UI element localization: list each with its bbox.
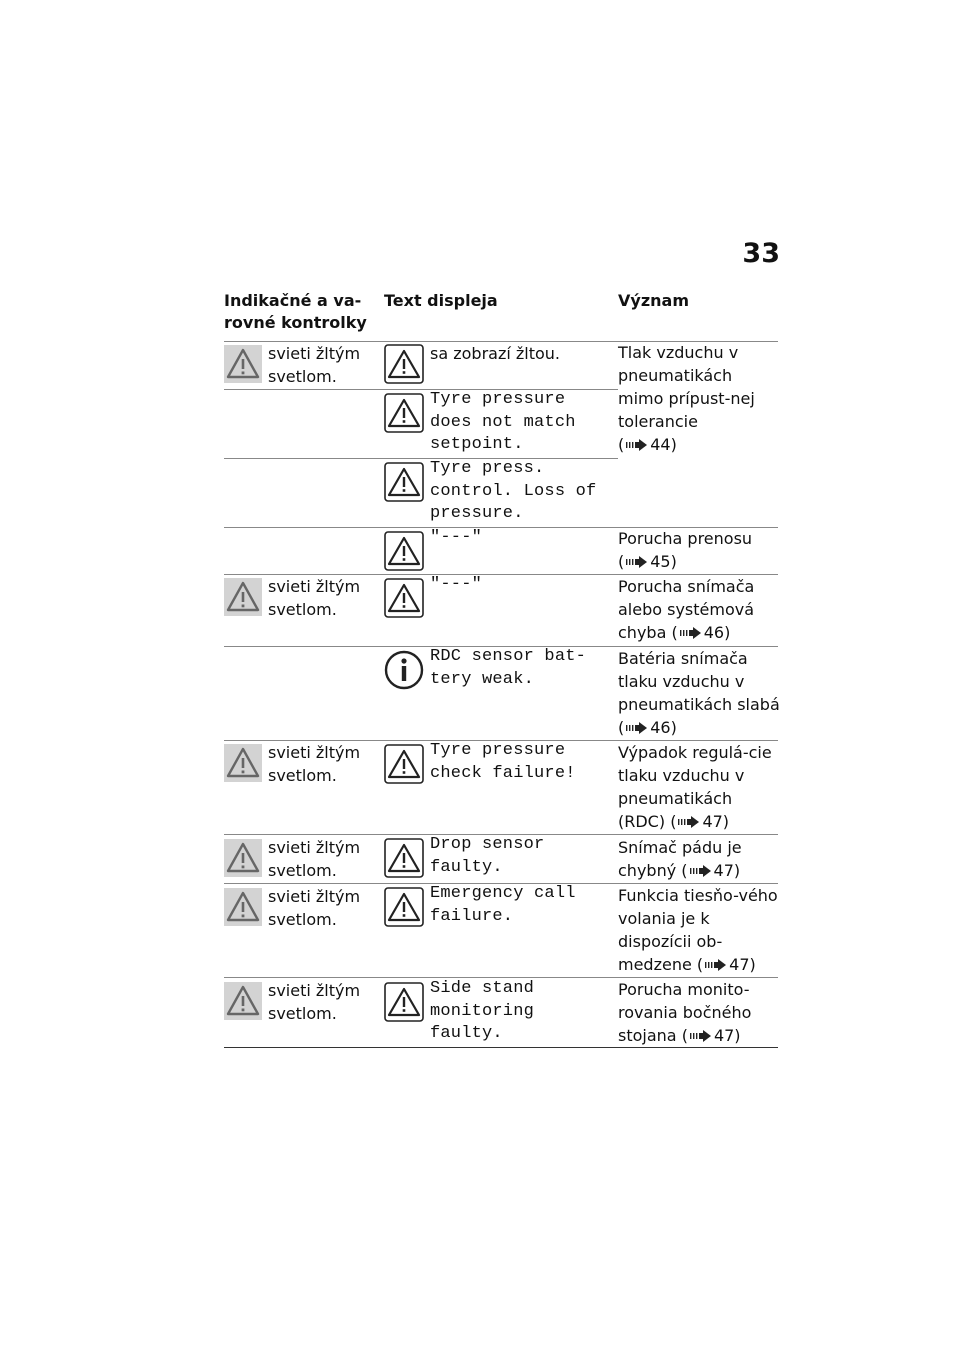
indicator-text: svieti žltým svetlom. xyxy=(268,887,361,929)
meaning-text xyxy=(618,647,780,739)
warning-indicator-icon xyxy=(224,839,262,877)
page-reference[interactable]: ( 46) xyxy=(618,718,677,737)
reference-arrow-icon xyxy=(680,627,702,639)
warning-indicator-icon xyxy=(224,744,262,782)
reference-page: 47 xyxy=(713,861,734,880)
display-text: RDC sensor bat-tery weak. xyxy=(430,647,587,689)
reference-arrow-icon xyxy=(626,556,648,568)
meaning-text xyxy=(618,836,780,882)
page-reference[interactable]: ( 47) xyxy=(681,1026,741,1045)
warning-triangle-icon xyxy=(384,462,424,502)
warning-indicator-icon xyxy=(224,982,262,1020)
display-text: Drop sensor faulty. xyxy=(430,835,545,877)
display-text: Tyre pressure check failure! xyxy=(430,741,576,783)
meaning-text xyxy=(618,978,780,1047)
reference-page: 46 xyxy=(703,623,725,642)
page-reference[interactable]: ( 47) xyxy=(681,861,741,880)
warning-triangle-icon xyxy=(384,393,424,433)
meaning-label: Funkcia tiesňo-vého volania je k dispozícii ob-medzene xyxy=(618,886,778,974)
reference-page: 47 xyxy=(729,955,750,974)
table-rule xyxy=(224,1047,778,1048)
info-circle-icon xyxy=(384,650,424,690)
meaning-text xyxy=(618,884,780,976)
header-display: Text displeja xyxy=(384,291,498,310)
meaning-label: Tlak vzduchu v pneumatikách mimo prípust-nej tolerancie xyxy=(618,343,755,431)
display-text: Side stand monitoring faulty. xyxy=(430,979,535,1044)
reference-arrow-icon xyxy=(705,959,727,971)
display-text: "---" xyxy=(430,575,483,594)
reference-page: 46 xyxy=(650,718,671,737)
meaning-label: Porucha snímača alebo systémová chyba xyxy=(618,577,755,642)
reference-page: 47 xyxy=(702,812,723,831)
reference-arrow-icon xyxy=(690,1030,712,1042)
meaning-text xyxy=(618,527,780,573)
meaning-text xyxy=(618,341,780,456)
reference-arrow-icon xyxy=(690,865,712,877)
display-text: Tyre press. control. Loss of pressure. xyxy=(430,459,597,524)
display-text: sa zobrazí žltou. xyxy=(430,344,561,363)
meaning-text xyxy=(618,741,780,833)
page-reference[interactable]: ( 47) xyxy=(696,955,756,974)
indicator-text: svieti žltým svetlom. xyxy=(268,838,361,880)
meaning-label: Snímač pádu je chybný xyxy=(618,838,742,880)
reference-page: 45 xyxy=(650,552,671,571)
display-text: Tyre pressure does not match setpoint. xyxy=(430,390,576,455)
warning-triangle-icon xyxy=(384,838,424,878)
meaning-label: Batéria snímača tlaku vzduchu v pneumatikách slabá xyxy=(618,649,780,714)
indicator-text: svieti žltým svetlom. xyxy=(268,981,361,1023)
indicator-text: svieti žltým svetlom. xyxy=(268,577,361,619)
page-reference[interactable]: ( 47) xyxy=(670,812,730,831)
reference-arrow-icon xyxy=(626,439,648,451)
header-meaning: Význam xyxy=(618,291,689,310)
indicator-text: svieti žltým svetlom. xyxy=(268,344,361,386)
reference-page: 47 xyxy=(713,1026,735,1045)
reference-arrow-icon xyxy=(678,816,700,828)
page-reference[interactable]: ( 46) xyxy=(671,623,731,642)
meaning-label: Výpadok regulá-cie tlaku vzduchu v pneumatikách (RDC) xyxy=(618,743,772,831)
warning-triangle-icon xyxy=(384,982,424,1022)
reference-arrow-icon xyxy=(626,722,648,734)
page-reference[interactable]: ( 45) xyxy=(618,552,677,571)
warning-triangle-icon xyxy=(384,744,424,784)
warning-indicator-icon xyxy=(224,578,262,616)
header-indicator: Indikačné a va-rovné kontrolky xyxy=(224,291,367,332)
warning-triangle-icon xyxy=(384,578,424,618)
page-reference[interactable]: ( 44) xyxy=(618,435,677,454)
page-number: 33 xyxy=(742,238,780,269)
warning-indicator-icon xyxy=(224,345,262,383)
warning-indicator-icon xyxy=(224,888,262,926)
warning-triangle-icon xyxy=(384,344,424,384)
meaning-text xyxy=(618,575,780,644)
meaning-label: Porucha prenosu xyxy=(618,529,753,548)
warning-triangle-icon xyxy=(384,531,424,571)
indicator-text: svieti žltým svetlom. xyxy=(268,743,361,785)
display-text: Emergency call failure. xyxy=(430,884,576,926)
display-text: "---" xyxy=(430,528,483,547)
warning-triangle-icon xyxy=(384,887,424,927)
meaning-label: Porucha monito-rovania bočného stojana xyxy=(618,980,752,1045)
reference-page: 44 xyxy=(650,435,671,454)
